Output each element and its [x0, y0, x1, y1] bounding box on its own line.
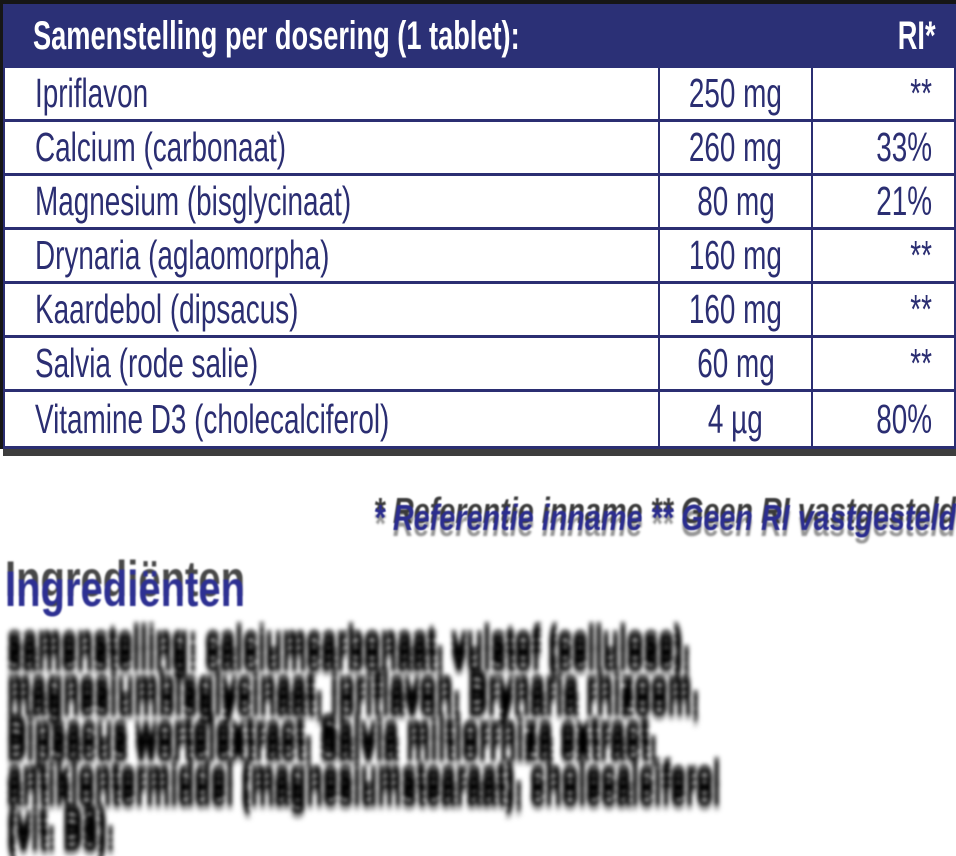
- amount-cell: [660, 284, 813, 335]
- ri-value: 33%: [876, 124, 932, 170]
- ingredients-heading-text: Ingrediënten: [5, 561, 246, 617]
- composition-table: [3, 4, 956, 449]
- ri-value: **: [910, 340, 932, 386]
- ingredient-name-cell: [5, 122, 660, 173]
- ingredient-name-cell: [5, 176, 660, 227]
- amount-value: 250 mg: [688, 70, 782, 116]
- amount-value: 260 mg: [688, 124, 782, 170]
- ingredient-name: Vitamine D3 (cholecalciferol): [35, 395, 390, 442]
- ri-column-header: RI*: [898, 13, 936, 58]
- amount-value: 60 mg: [696, 340, 775, 386]
- table-row: [5, 68, 954, 122]
- ingredient-name: Drynaria (aglaomorpha): [35, 232, 330, 278]
- footnote-text: * Referentie inname ** Geen RI vastgesteld: [373, 497, 956, 538]
- table-body: [3, 68, 956, 449]
- ri-value: **: [910, 70, 932, 116]
- table-row: [5, 392, 954, 446]
- amount-cell: [660, 176, 813, 227]
- table-row: [5, 230, 954, 284]
- amount-value: 160 mg: [688, 286, 782, 332]
- ingredient-name-cell: [5, 230, 660, 281]
- table-row: [5, 338, 954, 392]
- table-row: [5, 176, 954, 230]
- blurred-line: (vit. D3).: [7, 808, 115, 852]
- amount-value: 4 µg: [708, 395, 763, 442]
- ri-cell: [813, 338, 954, 389]
- blurred-line: samenstelling: calciumcarbonaat, vulstof (cellulose),: [7, 628, 691, 672]
- reference-intake-footnote: [0, 497, 956, 539]
- amount-cell: [660, 230, 813, 281]
- ingredient-name-cell: [5, 392, 660, 446]
- ri-cell: [813, 176, 954, 227]
- ingredients-paragraph-blurred: [7, 628, 956, 853]
- amount-cell: [660, 338, 813, 389]
- amount-cell: [660, 68, 813, 119]
- ri-cell: [813, 68, 954, 119]
- amount-cell: [660, 122, 813, 173]
- ingredient-name-cell: [5, 284, 660, 335]
- ri-value: **: [910, 286, 932, 332]
- ri-cell: [813, 230, 954, 281]
- table-title: Samenstelling per dosering (1 tablet):: [33, 13, 520, 58]
- amount-cell: [660, 392, 813, 446]
- ingredient-name: Kaardebol (dipsacus): [35, 286, 299, 332]
- blurred-line: magnesiumbisglycinaat, ipriflavon, Drynaria rhizoom,: [7, 673, 700, 717]
- ri-cell: [813, 392, 954, 446]
- table-row: [5, 284, 954, 338]
- ingredient-name: Calcium (carbonaat): [35, 124, 287, 170]
- amount-value: 160 mg: [688, 232, 782, 278]
- ingredient-name: Ipriflavon: [35, 70, 149, 116]
- ri-value: 80%: [876, 395, 932, 442]
- amount-value: 80 mg: [696, 178, 775, 224]
- blurred-line: Dipsacus wortelextract, Salvia miltiorrhiza extract,: [7, 718, 658, 762]
- ri-cell: [813, 284, 954, 335]
- ri-cell: [813, 122, 954, 173]
- ingredient-name-cell: [5, 338, 660, 389]
- ri-value: **: [910, 232, 932, 278]
- table-header: [3, 4, 956, 68]
- table-row: [5, 122, 954, 176]
- ri-value: 21%: [876, 178, 932, 224]
- ingredient-name: Magnesium (bisglycinaat): [35, 178, 352, 224]
- ingredients-heading: [5, 560, 305, 618]
- blurred-line: antiklontermiddel (magnesiumstearaat), cholecalciferol: [7, 763, 721, 807]
- ingredient-name-cell: [5, 68, 660, 119]
- ingredient-name: Salvia (rode salie): [35, 340, 259, 386]
